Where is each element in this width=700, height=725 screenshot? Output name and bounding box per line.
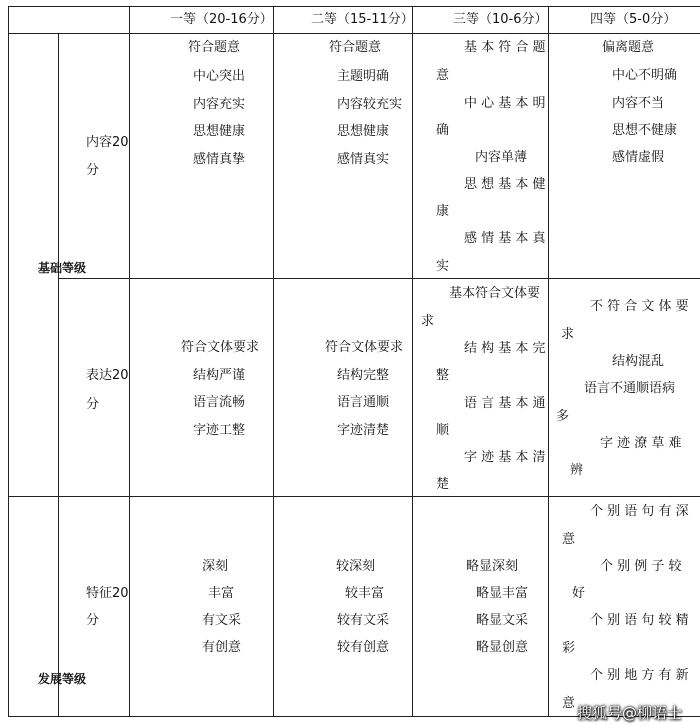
list-item: 辨 (570, 463, 584, 478)
list-item: 中心突出 (193, 69, 246, 84)
list-item: 意 (562, 532, 576, 547)
list-item: 较有文采 (337, 613, 390, 628)
list-item: 略显深刻 (466, 559, 519, 574)
list-item: 感情真挚 (193, 152, 246, 167)
header-divider (8, 33, 700, 34)
list-item: 略显创意 (476, 640, 529, 655)
grade3-column-divider (548, 6, 549, 717)
header-grade2: 二等（15-11分） (311, 12, 414, 27)
list-item: 较丰富 (345, 586, 385, 601)
list-item: 感情虚假 (612, 150, 665, 165)
list-item: 感 情 基 本 真 (464, 231, 546, 246)
list-item: 基本符合文体要 (449, 286, 541, 301)
list-item: 个 别 语 句 有 深 (590, 504, 689, 519)
list-item: 思想不健康 (612, 123, 678, 138)
list-item: 意 (436, 68, 450, 83)
list-item: 好 (572, 586, 586, 601)
list-item: 多 (556, 409, 570, 424)
list-item: 康 (436, 204, 450, 219)
row-label-expression-unit: 分 (86, 397, 100, 412)
list-item: 顺 (436, 423, 450, 438)
list-item: 较有创意 (337, 640, 390, 655)
list-item: 思想健康 (337, 124, 390, 139)
list-item: 彩 (562, 641, 576, 656)
list-item: 思 想 基 本 健 (464, 177, 546, 192)
row-label-content-unit: 分 (86, 163, 100, 178)
list-item: 语 言 基 本 通 (464, 396, 546, 411)
list-item: 有文采 (202, 613, 242, 628)
list-item: 楚 (436, 477, 450, 492)
list-item: 略显文采 (476, 613, 529, 628)
row-label-feature: 特征20 (86, 586, 129, 601)
category-development-level: 发展等级 (38, 672, 87, 686)
list-item: 结构混乱 (612, 354, 665, 369)
list-item: 语言通顺 (337, 395, 390, 410)
list-item: 丰富 (208, 586, 235, 601)
header-grade1: 一等（20-16分） (170, 12, 273, 27)
list-item: 语言不通顺语病 (584, 381, 676, 396)
list-item: 符合题意 (329, 40, 382, 55)
table-border-top (8, 6, 700, 7)
list-item: 符合题意 (188, 40, 241, 55)
list-item: 结 构 基 本 完 (464, 341, 546, 356)
row-divider-expression (8, 496, 700, 497)
row-label-content: 内容20 (86, 135, 129, 150)
list-item: 深刻 (202, 559, 229, 574)
grade1-column-divider (273, 6, 274, 717)
header-grade4: 四等（5-0分） (590, 12, 677, 27)
list-item: 符合文体要求 (181, 340, 260, 355)
list-item: 结构严谨 (193, 368, 246, 383)
list-item: 思想健康 (193, 124, 246, 139)
category-basic-level: 基础等级 (38, 261, 87, 275)
list-item: 字迹工整 (193, 423, 246, 438)
list-item: 实 (436, 259, 450, 274)
list-item: 有创意 (202, 640, 242, 655)
list-item: 确 (436, 123, 450, 138)
row-label-expression: 表达20 (86, 368, 129, 383)
list-item: 结构完整 (337, 368, 390, 383)
list-item: 意 (562, 696, 576, 711)
category-column-divider (58, 33, 59, 717)
list-item: 求 (561, 327, 575, 342)
list-item: 整 (436, 368, 450, 383)
list-item: 不 符 合 文 体 要 (590, 299, 689, 314)
list-item: 内容较充实 (337, 97, 403, 112)
list-item: 内容单薄 (475, 150, 528, 165)
list-item: 符合文体要求 (325, 340, 404, 355)
list-item: 字 迹 基 本 清 (464, 450, 546, 465)
list-item: 主题明确 (337, 69, 390, 84)
header-grade3: 三等（10-6分） (453, 12, 548, 27)
list-item: 偏离题意 (602, 40, 655, 55)
list-item: 基 本 符 合 题 (464, 40, 546, 55)
list-item: 语言流畅 (193, 395, 246, 410)
list-item: 个 别 地 方 有 新 (590, 668, 689, 683)
grade2-column-divider (412, 6, 413, 717)
list-item: 字迹清楚 (337, 423, 390, 438)
list-item: 字 迹 潦 草 难 (600, 436, 682, 451)
list-item: 中 心 基 本 明 (464, 96, 546, 111)
list-item: 求 (421, 314, 435, 329)
table-border-left (8, 6, 9, 717)
row-divider-content (58, 278, 700, 279)
list-item: 个 别 语 句 较 精 (590, 613, 689, 628)
watermark: 搜狐号@柳语士 (576, 704, 682, 722)
list-item: 中心不明确 (612, 68, 678, 83)
list-item: 内容不当 (612, 96, 665, 111)
list-item: 个 别 例 子 较 (600, 559, 682, 574)
list-item: 较深刻 (336, 559, 376, 574)
row-label-feature-unit: 分 (86, 613, 100, 628)
list-item: 内容充实 (193, 97, 246, 112)
list-item: 略显丰富 (476, 586, 529, 601)
label-column-divider (129, 6, 130, 717)
list-item: 感情真实 (337, 152, 390, 167)
